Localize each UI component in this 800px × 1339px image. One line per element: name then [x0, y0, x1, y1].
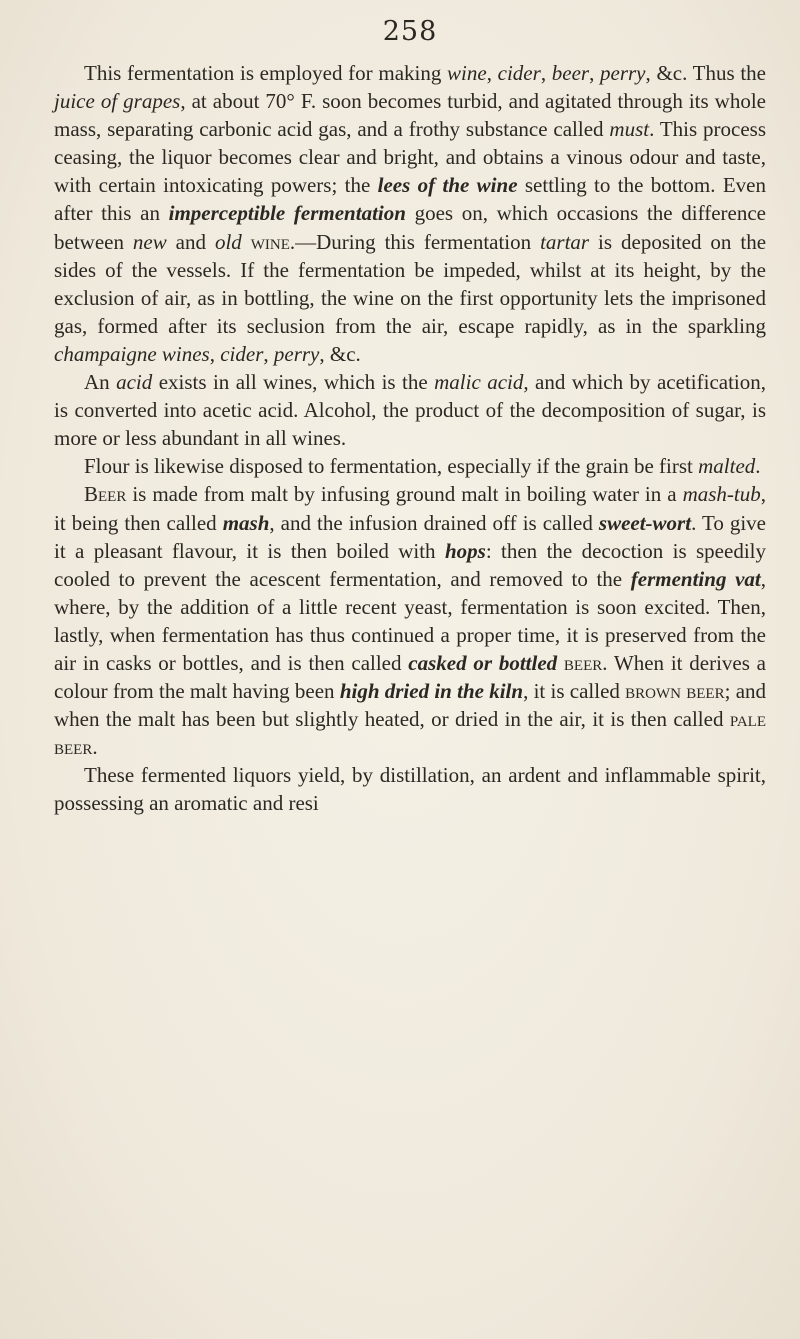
text-run: Flour is likewise disposed to fermentation, especially if the grain be first [84, 454, 699, 479]
text-run: , [589, 61, 601, 85]
small-caps-term: pale beer [54, 707, 766, 760]
bold-italic-term: high dried in the kiln [339, 679, 524, 704]
italic-term: tartar [540, 229, 590, 254]
bold-italic-term: sweet-wort [598, 510, 692, 535]
text-run: This fermentation is employed for making [84, 61, 448, 85]
bold-italic-term: casked or bottled [408, 650, 558, 675]
text-run [242, 230, 251, 254]
italic-term: perry [273, 341, 320, 366]
italic-term: old [214, 229, 242, 254]
text-run: , at about 70° F. soon becomes turbid, and agitated through its whole mass, separating carbonic acid gas, and a frothy substance called [54, 89, 767, 142]
italic-term: juice of grapes [54, 89, 181, 114]
text-run: . To give it a pleasant flavour, it is then boiled with [54, 510, 766, 563]
text-run: , [263, 341, 274, 366]
italic-term: perry [600, 61, 646, 85]
body-text [54, 59, 766, 818]
small-caps-term: beer [563, 650, 603, 675]
text-run: exists in all wines, which is the [152, 370, 435, 395]
italic-term: malted [698, 454, 756, 479]
text-run: . [92, 735, 98, 760]
bold-italic-term: fermenting vat [630, 566, 761, 591]
text-run: , it is called [523, 679, 626, 704]
text-run: .—During this fermentation [289, 229, 541, 254]
italic-term: acid [116, 370, 153, 395]
italic-term: new [132, 229, 167, 254]
italic-term: wine [447, 61, 487, 85]
text-run: , where, by the addition of a little recent yeast, fermentation is soon excited. Then, lastly, when fermentation has thus continued a proper time, it is preserved from the air in casks or bottles, and is then called [54, 566, 766, 675]
paragraph [54, 452, 766, 480]
paragraph [54, 761, 766, 817]
page-number: 258 [382, 16, 438, 47]
bold-italic-term: imperceptible fermentation [168, 201, 406, 226]
text-run: : then the decoction is speedily cooled to prevent the acescent fermentation, and removed to the [54, 538, 766, 591]
text-run: ; and when the malt has been but slightly heated, or dried in the air, it is then called [54, 679, 767, 732]
small-caps-term: brown beer [625, 679, 725, 704]
small-caps-term: wine [250, 229, 290, 254]
text-run: is deposited on the sides of the vessels. If the fermentation be impeded, whilst at its height, by the exclusion of air, as in bottling, the wine on the first opportunity lets the imprisoned gas, formed after its seclusion from the air, escape rapidly, as in the sparkling [54, 229, 767, 338]
text-run: , &c. [319, 341, 361, 366]
text-run [557, 651, 564, 675]
text-run: , and which by acetification, is converted into acetic acid. Alcohol, the product of the decomposition of sugar, is more or less abundant in all wines. [54, 370, 766, 451]
italic-term: malic acid [434, 370, 524, 395]
text-run: , and the infusion drained off is called [269, 510, 599, 535]
text-run: , it being then called [54, 482, 766, 535]
text-run: , [540, 61, 552, 85]
italic-term: beer [551, 61, 590, 85]
bold-italic-term: lees of the wine [377, 173, 518, 198]
text-run: and [166, 229, 215, 254]
italic-term: cider [497, 61, 541, 85]
italic-term: cider [220, 341, 264, 366]
text-run: , [209, 341, 221, 366]
italic-term: mash-tub [682, 482, 761, 507]
text-run: settling to the bottom. Even after this an [54, 173, 766, 226]
text-run: . [755, 454, 761, 479]
text-run: is made from malt by infusing ground malt in boiling water in a [126, 482, 683, 507]
bold-italic-term: hops [444, 538, 486, 563]
small-caps-term: Beer [84, 482, 127, 507]
paragraph [54, 59, 766, 368]
text-run: . When it derives a colour from the malt having been [54, 650, 766, 704]
text-run: goes on, which occasions the difference between [54, 201, 766, 254]
paragraph [54, 368, 766, 452]
text-run: These fermented liquors yield, by distillation, an ardent and inflammable spirit, possessing an aromatic and resi [54, 763, 766, 816]
text-run: , &c. Thus the [645, 61, 767, 85]
italic-term: must [609, 117, 650, 142]
paragraph [54, 480, 766, 761]
text-run: , [486, 61, 498, 85]
italic-term: champaigne wines [54, 341, 210, 366]
bold-italic-term: mash [222, 510, 270, 535]
text-run: . This process ceasing, the liquor becomes clear and bright, and obtains a vinous odour and taste, with certain intoxicating powers; the [54, 117, 766, 198]
text-run: An [84, 370, 117, 395]
